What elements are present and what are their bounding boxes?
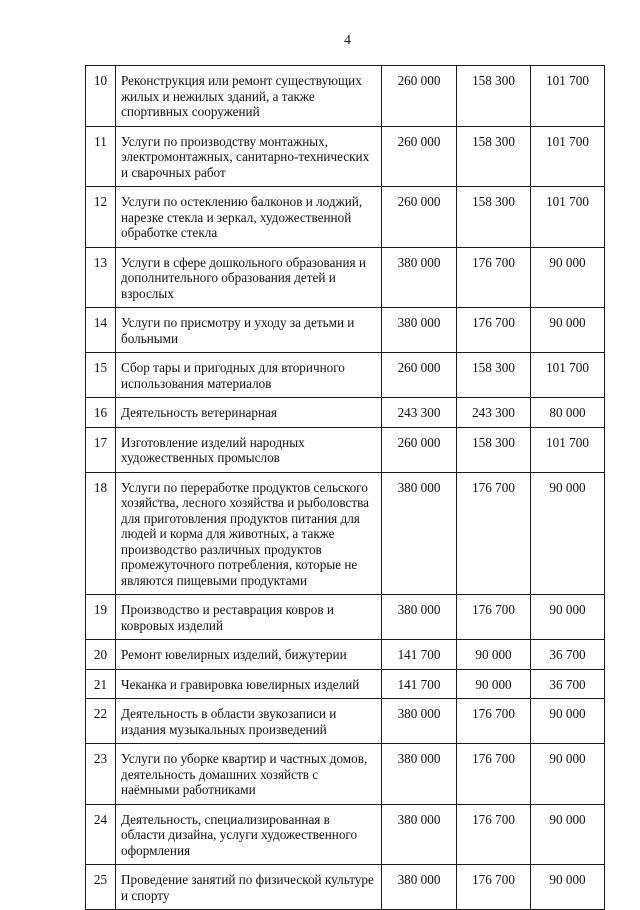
value-cell-3: 101 700: [531, 66, 605, 127]
activity-name: Производство и реставрация ковров и ковровых изделий: [116, 595, 382, 640]
value-cell-2: 90 000: [457, 640, 531, 670]
table-row: [86, 427, 605, 472]
value-cell-3: 80 000: [531, 398, 605, 428]
value-cell-1: 260 000: [382, 187, 457, 248]
table-row: [86, 744, 605, 805]
value-cell-2: 158 300: [457, 187, 531, 248]
row-number: 19: [86, 595, 116, 640]
row-number: 25: [86, 865, 116, 910]
value-cell-3: 101 700: [531, 187, 605, 248]
table-row: [86, 308, 605, 353]
table-row: [86, 865, 605, 910]
activity-name: Ремонт ювелирных изделий, бижутерии: [116, 640, 382, 670]
value-cell-3: 36 700: [531, 669, 605, 699]
value-cell-3: 101 700: [531, 126, 605, 187]
activity-name: Услуги по переработке продуктов сельского хозяйства, лесного хозяйства и рыболовства для приготовления продуктов питания для людей и корма для животных, а также производство различных продуктов промежуточного потребления, которые не являются пищевыми продуктами: [116, 472, 382, 595]
row-number: 17: [86, 427, 116, 472]
value-cell-2: 176 700: [457, 308, 531, 353]
page-number: 4: [344, 33, 351, 48]
activity-name: Сбор тары и пригодных для вторичного использования материалов: [116, 353, 382, 398]
value-cell-1: 380 000: [382, 804, 457, 865]
value-cell-1: 141 700: [382, 669, 457, 699]
table-row: [86, 699, 605, 744]
table-row: [86, 804, 605, 865]
table-row: [86, 126, 605, 187]
row-number: 18: [86, 472, 116, 595]
row-number: 14: [86, 308, 116, 353]
activity-name: Реконструкция или ремонт существующих жилых и нежилых зданий, а также спортивных сооружений: [116, 66, 382, 127]
value-cell-1: 380 000: [382, 865, 457, 910]
value-cell-3: 90 000: [531, 804, 605, 865]
row-number: 24: [86, 804, 116, 865]
value-cell-1: 380 000: [382, 699, 457, 744]
value-cell-2: 243 300: [457, 398, 531, 428]
value-cell-1: 260 000: [382, 353, 457, 398]
row-number: 12: [86, 187, 116, 248]
value-cell-2: 176 700: [457, 699, 531, 744]
activity-name: Услуги в сфере дошкольного образования и дополнительного образования детей и взрослых: [116, 247, 382, 308]
value-cell-3: 90 000: [531, 308, 605, 353]
value-cell-1: 260 000: [382, 66, 457, 127]
value-cell-2: 158 300: [457, 126, 531, 187]
table-row: [86, 353, 605, 398]
value-cell-2: 158 300: [457, 66, 531, 127]
activity-name: Услуги по остеклению балконов и лоджий, нарезке стекла и зеркал, художественной обработке стекла: [116, 187, 382, 248]
activity-name: Услуги по производству монтажных, электромонтажных, санитарно-технических и сварочных работ: [116, 126, 382, 187]
value-cell-1: 380 000: [382, 247, 457, 308]
activity-name: Услуги по уборке квартир и частных домов, деятельность домашних хозяйств с наёмными работниками: [116, 744, 382, 805]
row-number: 15: [86, 353, 116, 398]
table-row: [86, 247, 605, 308]
value-cell-3: 101 700: [531, 353, 605, 398]
value-cell-3: 90 000: [531, 595, 605, 640]
row-number: 21: [86, 669, 116, 699]
row-number: 11: [86, 126, 116, 187]
row-number: 20: [86, 640, 116, 670]
value-cell-2: 176 700: [457, 865, 531, 910]
activity-name: Услуги по присмотру и уходу за детьми и больными: [116, 308, 382, 353]
value-cell-1: 141 700: [382, 640, 457, 670]
activity-name: Деятельность в области звукозаписи и издания музыкальных произведений: [116, 699, 382, 744]
value-cell-3: 90 000: [531, 865, 605, 910]
value-cell-1: 260 000: [382, 126, 457, 187]
activity-name: Деятельность, специализированная в области дизайна, услуги художественного оформления: [116, 804, 382, 865]
value-cell-1: 260 000: [382, 427, 457, 472]
table-row: [86, 640, 605, 670]
value-cell-2: 176 700: [457, 472, 531, 595]
value-cell-3: 90 000: [531, 744, 605, 805]
value-cell-1: 380 000: [382, 744, 457, 805]
table-row: [86, 669, 605, 699]
table-row: [86, 398, 605, 428]
value-cell-1: 243 300: [382, 398, 457, 428]
table-row: [86, 187, 605, 248]
row-number: 23: [86, 744, 116, 805]
value-cell-3: 101 700: [531, 427, 605, 472]
row-number: 16: [86, 398, 116, 428]
table-row: [86, 66, 605, 127]
activity-table: [85, 65, 605, 910]
activity-name: Изготовление изделий народных художественных промыслов: [116, 427, 382, 472]
row-number: 22: [86, 699, 116, 744]
value-cell-2: 158 300: [457, 353, 531, 398]
value-cell-2: 176 700: [457, 247, 531, 308]
value-cell-2: 176 700: [457, 744, 531, 805]
activity-name: Чеканка и гравировка ювелирных изделий: [116, 669, 382, 699]
value-cell-3: 90 000: [531, 699, 605, 744]
value-cell-3: 90 000: [531, 247, 605, 308]
value-cell-2: 176 700: [457, 595, 531, 640]
value-cell-2: 158 300: [457, 427, 531, 472]
row-number: 13: [86, 247, 116, 308]
value-cell-1: 380 000: [382, 308, 457, 353]
table-row: [86, 595, 605, 640]
value-cell-3: 36 700: [531, 640, 605, 670]
table-row: [86, 472, 605, 595]
value-cell-2: 90 000: [457, 669, 531, 699]
value-cell-1: 380 000: [382, 595, 457, 640]
value-cell-3: 90 000: [531, 472, 605, 595]
value-cell-2: 176 700: [457, 804, 531, 865]
activity-name: Деятельность ветеринарная: [116, 398, 382, 428]
activity-name: Проведение занятий по физической культуре и спорту: [116, 865, 382, 910]
row-number: 10: [86, 66, 116, 127]
value-cell-1: 380 000: [382, 472, 457, 595]
